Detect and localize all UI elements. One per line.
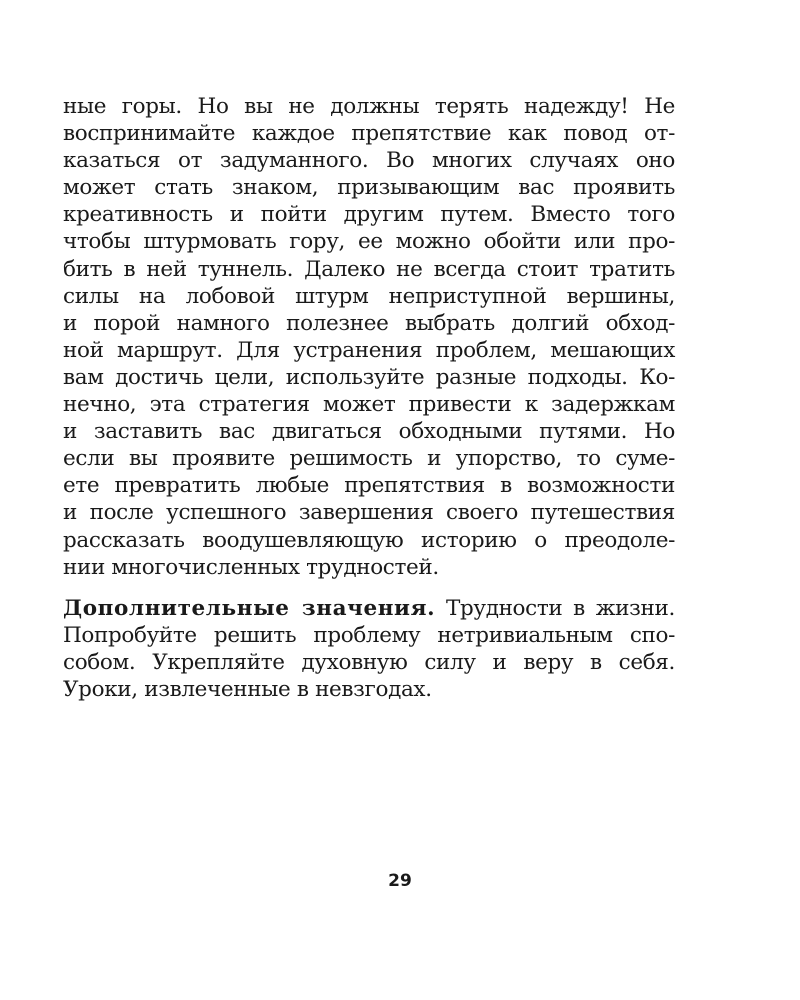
section-heading: Дополнительные значения. (63, 595, 436, 621)
text-line: бить в ней туннель. Далеко не всегда стоит тратить (63, 256, 675, 282)
text-line: ной маршрут. Для устранения проблем, мешающих (63, 337, 675, 363)
text-line: и заставить вас двигаться обходными путями. Но (63, 419, 675, 445)
text-line: нечно, эта стратегия может привести к задержкам (63, 392, 675, 418)
text-line: ете превратить любые препятствия в возможности (63, 473, 675, 499)
text-line: креативность и пойти другим путем. Вместо того (63, 202, 675, 228)
text-line: и после успешного завершения своего путешествия (63, 500, 675, 526)
additional-meanings-paragraph (63, 595, 675, 703)
page-number: 29 (388, 871, 412, 891)
text-line (63, 595, 675, 622)
text-line: Уроки, извлеченные в невзгодах. (63, 676, 432, 702)
text-line: казаться от задуманного. Во многих случаях оно (63, 148, 675, 174)
page-body (63, 93, 675, 703)
text-line: и порой намного полезнее выбрать долгий обход- (63, 310, 675, 336)
paragraph-spacer (63, 581, 675, 595)
text-line: Попробуйте решить проблему нетривиальным спо- (63, 622, 675, 648)
main-paragraph (63, 93, 675, 581)
text-line: нии многочисленных трудностей. (63, 554, 439, 580)
text-line: может стать знаком, призывающим вас проявить (63, 175, 675, 201)
text-line: воспринимайте каждое препятствие как повод от- (63, 121, 675, 147)
text-line: рассказать воодушевляющую историю о преодоле- (63, 527, 675, 553)
text-line: ные горы. Но вы не должны терять надежду! Не (63, 94, 675, 119)
heading-continuation: Трудности в жизни. (435, 595, 675, 621)
text-line: если вы проявите решимость и упорство, то суме- (63, 446, 675, 472)
text-line: собом. Укрепляйте духовную силу и веру в себя. (63, 649, 675, 675)
text-line: чтобы штурмовать гору, ее можно обойти или про- (63, 229, 675, 255)
text-line: силы на лобовой штурм неприступной вершины, (63, 283, 675, 309)
text-line: вам достичь цели, используйте разные подходы. Ко- (63, 364, 675, 390)
